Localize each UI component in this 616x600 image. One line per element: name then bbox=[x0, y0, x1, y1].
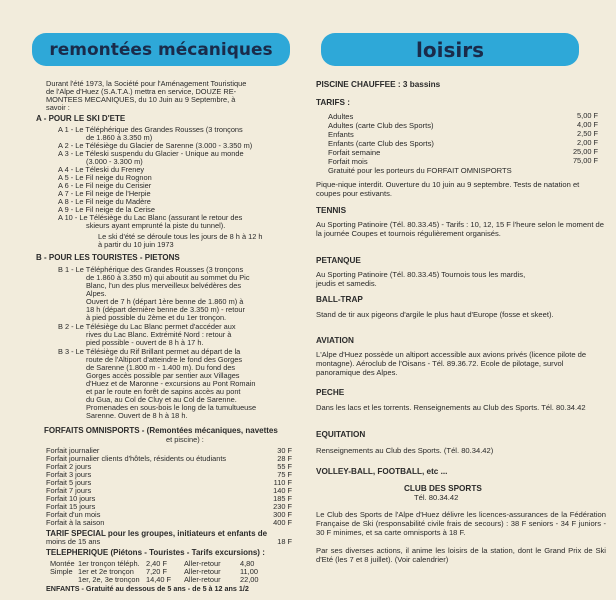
forfaits-heading: FORFAITS OMNISPORTS - (Remontées mécaniques, navettes bbox=[44, 426, 278, 435]
forfait-label: Forfait 10 jours bbox=[46, 494, 96, 503]
b-item: d'Huez et de Maronne - excursions au Pont Romain bbox=[86, 379, 256, 388]
a-item: A 3 - Le Téleski suspendu du Glacier - Unique au monde bbox=[58, 149, 244, 158]
b-item: B 3 - Le Télésiège du Rif Brillant permet au départ de la bbox=[58, 347, 241, 356]
tele-col-b: 1er tronçon téléph. bbox=[78, 559, 140, 568]
forfait-price: 400 F bbox=[273, 518, 292, 527]
forfait-label: Forfait à la saison bbox=[46, 518, 105, 527]
telepherique-heading: TELEPHERIQUE (Piétons - Touristes - Tarifs excursions) : bbox=[46, 548, 265, 557]
b-item: Sarenne. Ouvert de 8 h à 18 h. bbox=[86, 411, 188, 420]
club-text-2: Par ses diverses actions, il anime les loisirs de la station, dont le Grand Prix de Ski d'Eté (les 7 et 8 juillet). (Voir calendrier) bbox=[316, 546, 606, 564]
remontees-banner bbox=[32, 33, 290, 66]
club-heading: CLUB DES SPORTS bbox=[404, 484, 482, 493]
tennis-text: Au Sporting Patinoire (Tél. 80.33.45) - Tarifs : 10, 12, 15 F l'heure selon le moment de la journée Coupes et tournois régulièrement organisés. bbox=[316, 220, 604, 238]
forfait-price: 75 F bbox=[277, 470, 292, 479]
tele-col-d: Aller-retour bbox=[184, 559, 221, 568]
enfants-line-1: ENFANTS - Gratuité au dessous de 5 ans - de 5 à 12 ans 1/2 bbox=[46, 584, 249, 593]
forfait-price: 185 F bbox=[273, 494, 292, 503]
a-schedule: Le ski d'été se déroule tous les jours de 8 h à 12 h bbox=[98, 232, 263, 241]
club-phone: Tél. 80.34.42 bbox=[414, 493, 459, 502]
tarif-label: Adultes bbox=[328, 112, 354, 121]
a-item: A 4 - Le Téleski du Freney bbox=[58, 165, 145, 174]
forfait-price: 28 F bbox=[277, 454, 292, 463]
tele-col-d: Aller-retour bbox=[184, 575, 221, 584]
tarif-label: Enfants bbox=[328, 130, 354, 139]
tarif-label: Forfait mois bbox=[328, 157, 368, 166]
a-item: A 7 - Le Fil neige de l'Herpie bbox=[58, 189, 151, 198]
b-item: pied possible - ouvert de 8 h à 17 h. bbox=[86, 338, 204, 347]
tarif-label: Forfait semaine bbox=[328, 148, 381, 157]
a-item: (3.000 - 3.300 m) bbox=[86, 157, 143, 166]
forfait-label: Forfait journalier bbox=[46, 446, 100, 455]
tele-col-b: 1er et 2e tronçon bbox=[78, 567, 134, 576]
remontees-title: remontées mécaniques bbox=[49, 39, 273, 60]
b-item: 18 h (départ dernière benne de 3.350 m) - retour bbox=[86, 305, 245, 314]
b-item: Promenades en sous-bois le long de la tumultueuse bbox=[86, 403, 257, 412]
tarifs-heading: TARIFS : bbox=[316, 98, 350, 107]
b-item: de 1.860 à 3.350 m) qui aboutit au sommet du Pic bbox=[86, 273, 250, 282]
tarif-special-line-1: TARIF SPECIAL pour les groupes, initiateurs et enfants de bbox=[46, 529, 268, 538]
aviation-heading: AVIATION bbox=[316, 336, 354, 345]
a-item: A 9 - Le Fil neige de la Cerise bbox=[58, 205, 155, 214]
peche-heading: PECHE bbox=[316, 388, 345, 397]
b-item: rives du Lac Blanc. Extrémité Nord : retour à bbox=[86, 330, 232, 339]
tele-col-b: 1er, 2e, 3e tronçon bbox=[78, 575, 140, 584]
intro-line-3: MONTEES MECANIQUES, du 10 Juin au 9 Septembre, à bbox=[46, 95, 236, 104]
a-item: de 1.860 à 3.350 m) bbox=[86, 133, 153, 142]
tarif-special-line-2: moins de 15 ans bbox=[46, 537, 101, 546]
a-item: A 2 - Le Télésiège du Glacier de Sarenne (3.000 - 3.350 m) bbox=[58, 141, 253, 150]
forfait-price: 300 F bbox=[273, 510, 292, 519]
b-item: Alpes. bbox=[86, 289, 107, 298]
b-item: de Sarenne (1.800 m - 1.400 m). Du fond des bbox=[86, 363, 236, 372]
b-item: B 2 - Le Télésiège du Lac Blanc permet d'accéder aux bbox=[58, 322, 236, 331]
intro-line-2: de l'Alpe d'Huez (S.A.T.A.) mettra en service, DOUZE RE- bbox=[46, 87, 237, 96]
b-item: du Gua, au Col de Cluy et au Col de Sarenne. bbox=[86, 395, 237, 404]
forfait-label: Forfait d'un mois bbox=[46, 510, 101, 519]
balltrap-text: Stand de tir aux pigeons d'argile le plus haut d'Europe (fosse et skeet). bbox=[316, 310, 554, 319]
forfait-price: 55 F bbox=[277, 462, 292, 471]
b-item: B 1 - Le Téléphérique des Grandes Rousses (3 tronçons bbox=[58, 265, 244, 274]
tarif-price: 25,00 F bbox=[572, 147, 598, 156]
tele-col-c: 14,40 F bbox=[146, 575, 172, 584]
gratuite-note: Gratuité pour les porteurs du FORFAIT OMNISPORTS bbox=[328, 166, 512, 175]
a-item: A 5 - Le Fil neige du Rognon bbox=[58, 173, 152, 182]
piquenique-text: Pique-nique interdit. Ouverture du 10 juin au 9 septembre. Tests de natation et coupes pour estivants. bbox=[316, 180, 580, 198]
forfait-label: Forfait 15 jours bbox=[46, 502, 96, 511]
tarif-price: 75,00 F bbox=[572, 156, 598, 165]
tele-col-e: 22,00 bbox=[240, 575, 259, 584]
a-item: skieurs ayant emprunté la piste du tunnel). bbox=[86, 221, 226, 230]
loisirs-banner bbox=[321, 33, 579, 66]
tele-col-d: Aller-retour bbox=[184, 567, 221, 576]
forfait-label: Forfait 3 jours bbox=[46, 470, 92, 479]
forfait-label: Forfait 7 jours bbox=[46, 486, 92, 495]
forfait-price: 30 F bbox=[277, 446, 292, 455]
b-item: à pied possible du 2ème et du 1er tronçon. bbox=[86, 313, 227, 322]
equitation-text: Renseignements au Club des Sports. (Tél. 80.34.42) bbox=[316, 446, 494, 455]
a-item: A 10 - Le Télésiège du Lac Blanc (assurant le retour des bbox=[58, 213, 243, 222]
aviation-text: L'Alpe d'Huez possède un altiport accessible aux avions privés (licence pilote de montagne). Aéroclub de l'Oisans - Tél. 89.36.72. Ecole de pilotage, survol panoramique des Alpes. bbox=[316, 350, 587, 377]
tarif-price: 2,00 F bbox=[577, 138, 598, 147]
tele-col-e: 11,00 bbox=[240, 567, 258, 576]
b-item: Ouvert de 7 h (départ 1ère benne de 1.860 m) à bbox=[86, 297, 244, 306]
volley-heading: VOLLEY-BALL, FOOTBALL, etc ... bbox=[316, 467, 448, 476]
a-schedule: à partir du 10 juin 1973 bbox=[98, 240, 174, 249]
tele-col-e: 4,80 bbox=[240, 559, 255, 568]
forfait-price: 230 F bbox=[273, 502, 292, 511]
tarif-price: 2,50 F bbox=[577, 129, 598, 138]
tarif-label: Adultes (carte Club des Sports) bbox=[328, 121, 434, 130]
a-item: A 8 - Le Fil neige du Madère bbox=[58, 197, 151, 206]
forfait-price: 110 F bbox=[273, 478, 292, 487]
intro-line-1: Durant l'été 1973, la Société pour l'Aménagement Touristique bbox=[46, 79, 247, 88]
b-item: route de l'Altiport d'atteindre le fond des Gorges bbox=[86, 355, 243, 364]
tele-col-a: Simple bbox=[50, 567, 73, 576]
forfaits-subheading: et piscine) : bbox=[166, 435, 204, 444]
tennis-heading: TENNIS bbox=[316, 206, 347, 215]
forfait-label: Forfait 5 jours bbox=[46, 478, 92, 487]
tarif-special-price: 18 F bbox=[277, 537, 292, 546]
b-item: Gorges accès possible par sentier aux Villages bbox=[86, 371, 240, 380]
forfait-price: 140 F bbox=[273, 486, 292, 495]
loisirs-title: loisirs bbox=[416, 37, 484, 62]
tarif-price: 4,00 F bbox=[577, 120, 598, 129]
a-item: A 1 - Le Téléphérique des Grandes Rousses (3 tronçons bbox=[58, 125, 243, 134]
petanque-text: Au Sporting Patinoire (Tél. 80.33.45) Tournois tous les mardis, jeudis et samedis. bbox=[316, 270, 526, 288]
piscine-heading: PISCINE CHAUFFEE : 3 bassins bbox=[316, 80, 441, 89]
forfait-label: Forfait journalier clients d'hôtels, résidents ou étudiants bbox=[46, 454, 227, 463]
tarif-label: Enfants (carte Club des Sports) bbox=[328, 139, 434, 148]
tele-col-c: 7,20 F bbox=[146, 567, 167, 576]
intro-line-4: savoir : bbox=[46, 103, 70, 112]
equitation-heading: EQUITATION bbox=[316, 430, 366, 439]
club-text: Le Club des Sports de l'Alpe d'Huez délivre les licences-assurances de la Fédération Française de Ski (responsabilité civile frais de secours) : 38 F seniors - 34 F juniors - 30 F minimes, et sa carte omnisports à 18 F. bbox=[316, 510, 606, 537]
b-item: Blanc, l'un des plus merveilleux belvédères des bbox=[86, 281, 242, 290]
a-item: A 6 - Le Fil neige du Cerisier bbox=[58, 181, 152, 190]
forfait-label: Forfait 2 jours bbox=[46, 462, 92, 471]
peche-text: Dans les lacs et les torrents. Renseignements au Club des Sports. Tél. 80.34.42 bbox=[316, 403, 586, 412]
section-a-heading: A - POUR LE SKI D'ETE bbox=[36, 114, 126, 123]
tele-col-c: 2,40 F bbox=[146, 559, 167, 568]
tarif-price: 5,00 F bbox=[577, 111, 598, 120]
tele-col-a: Montée bbox=[50, 559, 75, 568]
petanque-heading: PETANQUE bbox=[316, 256, 361, 265]
b-item: et par le route en forêt de sapins accès au pont bbox=[86, 387, 241, 396]
section-b-heading: B - POUR LES TOURISTES - PIETONS bbox=[36, 253, 180, 262]
balltrap-heading: BALL-TRAP bbox=[316, 295, 363, 304]
